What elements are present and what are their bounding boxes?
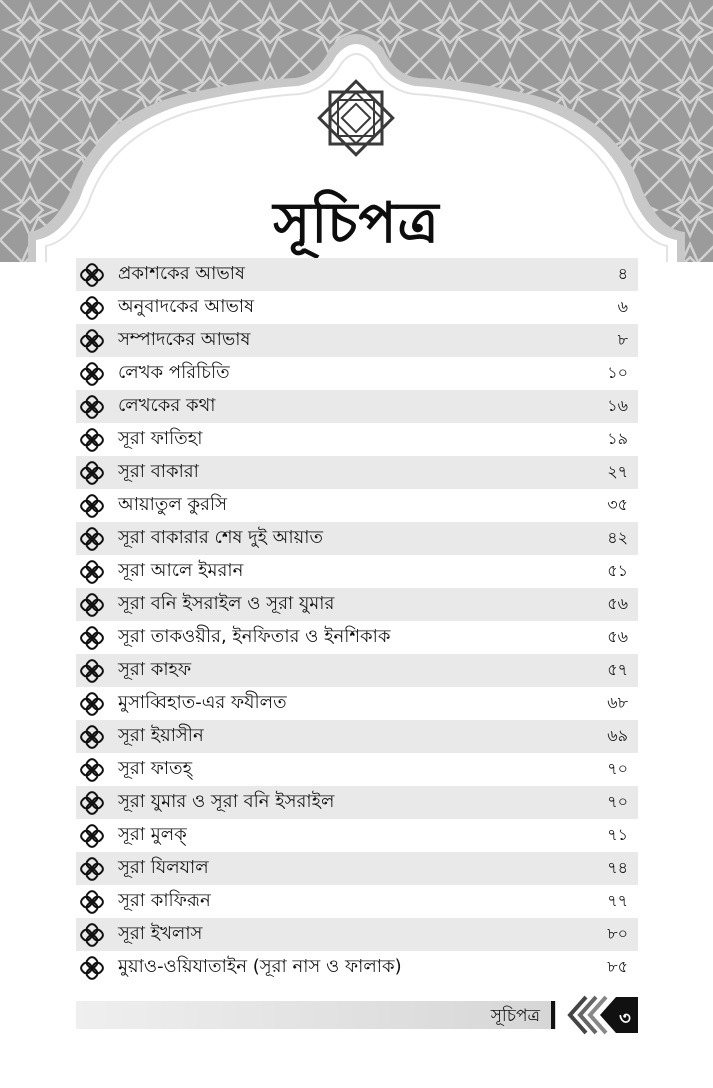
toc-entry-page: ৫১ [607,561,628,580]
toc-row [76,258,638,291]
quatrefoil-bullet-icon [80,395,104,419]
quatrefoil-bullet-icon [80,560,104,584]
toc-entry-label: সম্পাদকের আভাষ [118,329,251,350]
toc-entry-page: ৮ [617,330,628,349]
toc-entry-label: লেখকের কথা [118,395,216,416]
toc-entry-page: ৭০ [607,792,628,811]
toc-row [76,852,638,885]
footer-divider [551,1001,555,1029]
toc-row [76,324,638,357]
toc-entry-page: ৮০ [607,924,628,943]
toc-entry-page: ৬ [617,297,628,316]
toc-row [76,423,638,456]
toc-row [76,357,638,390]
toc-entry-label: সূরা যুমার ও সূরা বনি ইসরাইল [118,791,335,812]
toc-row [76,588,638,621]
toc-entry-label: লেখক পরিচিতি [118,362,230,383]
toc-row [76,819,638,852]
toc-entry-label: সূরা যিলযাল [118,857,209,878]
toc-row [76,621,638,654]
quatrefoil-bullet-icon [80,890,104,914]
toc-row [76,390,638,423]
toc-entry-page: ২৭ [607,462,628,481]
quatrefoil-bullet-icon [80,362,104,386]
toc-entry-label: অনুবাদকের আভাষ [118,296,255,317]
page-footer [76,995,638,1035]
toc-row [76,885,638,918]
toc-entry-label: সূরা মুলক্ [118,824,187,845]
toc-entry-page: ৭৭ [607,891,628,910]
quatrefoil-bullet-icon [80,329,104,353]
toc-entry-page: ৬৮ [607,693,628,712]
toc-entry-page: ৫৭ [607,660,628,679]
toc-entry-page: ৭১ [607,825,628,844]
toc-entry-label: সূরা ইয়াসীন [118,725,204,746]
quatrefoil-bullet-icon [80,494,104,518]
quatrefoil-bullet-icon [80,263,104,287]
toc-entry-label: মুসাব্বিহাত-এর ফযীলত [118,692,287,713]
toc-entry-label: সূরা কাহফ [118,659,192,680]
toc-entry-label: সূরা ফাতিহা [118,428,203,449]
quatrefoil-bullet-icon [80,758,104,782]
toc-entry-label: সূরা বাকারার শেষ দুই আয়াত [118,527,323,548]
toc-entry-page: ৫৬ [607,627,628,646]
toc-row [76,522,638,555]
toc-entry-label: সূরা বনি ইসরাইল ও সূরা যুমার [118,593,335,614]
quatrefoil-bullet-icon [80,659,104,683]
toc-entry-page: ৬৯ [607,726,628,745]
toc-row [76,951,638,984]
quatrefoil-bullet-icon [80,923,104,947]
quatrefoil-bullet-icon [80,956,104,980]
toc-entry-label: প্রকাশকের আভাষ [118,263,245,284]
quatrefoil-bullet-icon [80,296,104,320]
quatrefoil-bullet-icon [80,725,104,749]
toc-entry-page: ৮৫ [607,957,628,976]
toc-entry-label: সূরা তাকওয়ীর, ইনফিতার ও ইনশিকাক [118,626,391,647]
toc-entry-label: সূরা ফাতহ্ [118,758,193,779]
toc-row [76,786,638,819]
toc-entry-page: ১৬ [607,396,628,415]
toc-entry-page: ৭৪ [607,858,628,877]
toc-row [76,687,638,720]
footer-band [76,1001,556,1029]
toc-entry-page: ৩৫ [607,495,628,514]
quatrefoil-bullet-icon [80,593,104,617]
toc-row [76,720,638,753]
toc-row [76,918,638,951]
page-title: সূচিপত্র [273,190,440,256]
toc-entry-label: সূরা বাকারা [118,461,199,482]
table-of-contents [76,258,638,984]
toc-entry-label: সূরা কাফিরূন [118,890,211,911]
toc-entry-page: ৪ [617,264,628,283]
toc-entry-label: মুয়াও-ওয়িযাতাইন (সূরা নাস ও ফালাক) [118,956,402,977]
toc-entry-page: ১৯ [607,429,628,448]
toc-row [76,654,638,687]
toc-entry-label: সূরা আলে ইমরান [118,560,244,581]
toc-row [76,456,638,489]
footer-title: সূচিপত্র [490,1006,540,1026]
toc-entry-label: সূরা ইখলাস [118,923,203,944]
toc-entry-page: ৭০ [607,759,628,778]
quatrefoil-bullet-icon [80,527,104,551]
quatrefoil-bullet-icon [80,857,104,881]
toc-entry-label: আয়াতুল কুরসি [118,494,227,515]
quatrefoil-bullet-icon [80,791,104,815]
toc-row [76,753,638,786]
toc-entry-page: ৪২ [607,528,628,547]
quatrefoil-bullet-icon [80,692,104,716]
toc-row [76,489,638,522]
toc-row [76,291,638,324]
quatrefoil-bullet-icon [80,824,104,848]
page-number: ৩ [619,1008,631,1029]
quatrefoil-bullet-icon [80,461,104,485]
toc-row [76,555,638,588]
quatrefoil-bullet-icon [80,428,104,452]
toc-entry-page: ৫৬ [607,594,628,613]
quatrefoil-bullet-icon [80,626,104,650]
toc-entry-page: ১০ [607,363,628,382]
